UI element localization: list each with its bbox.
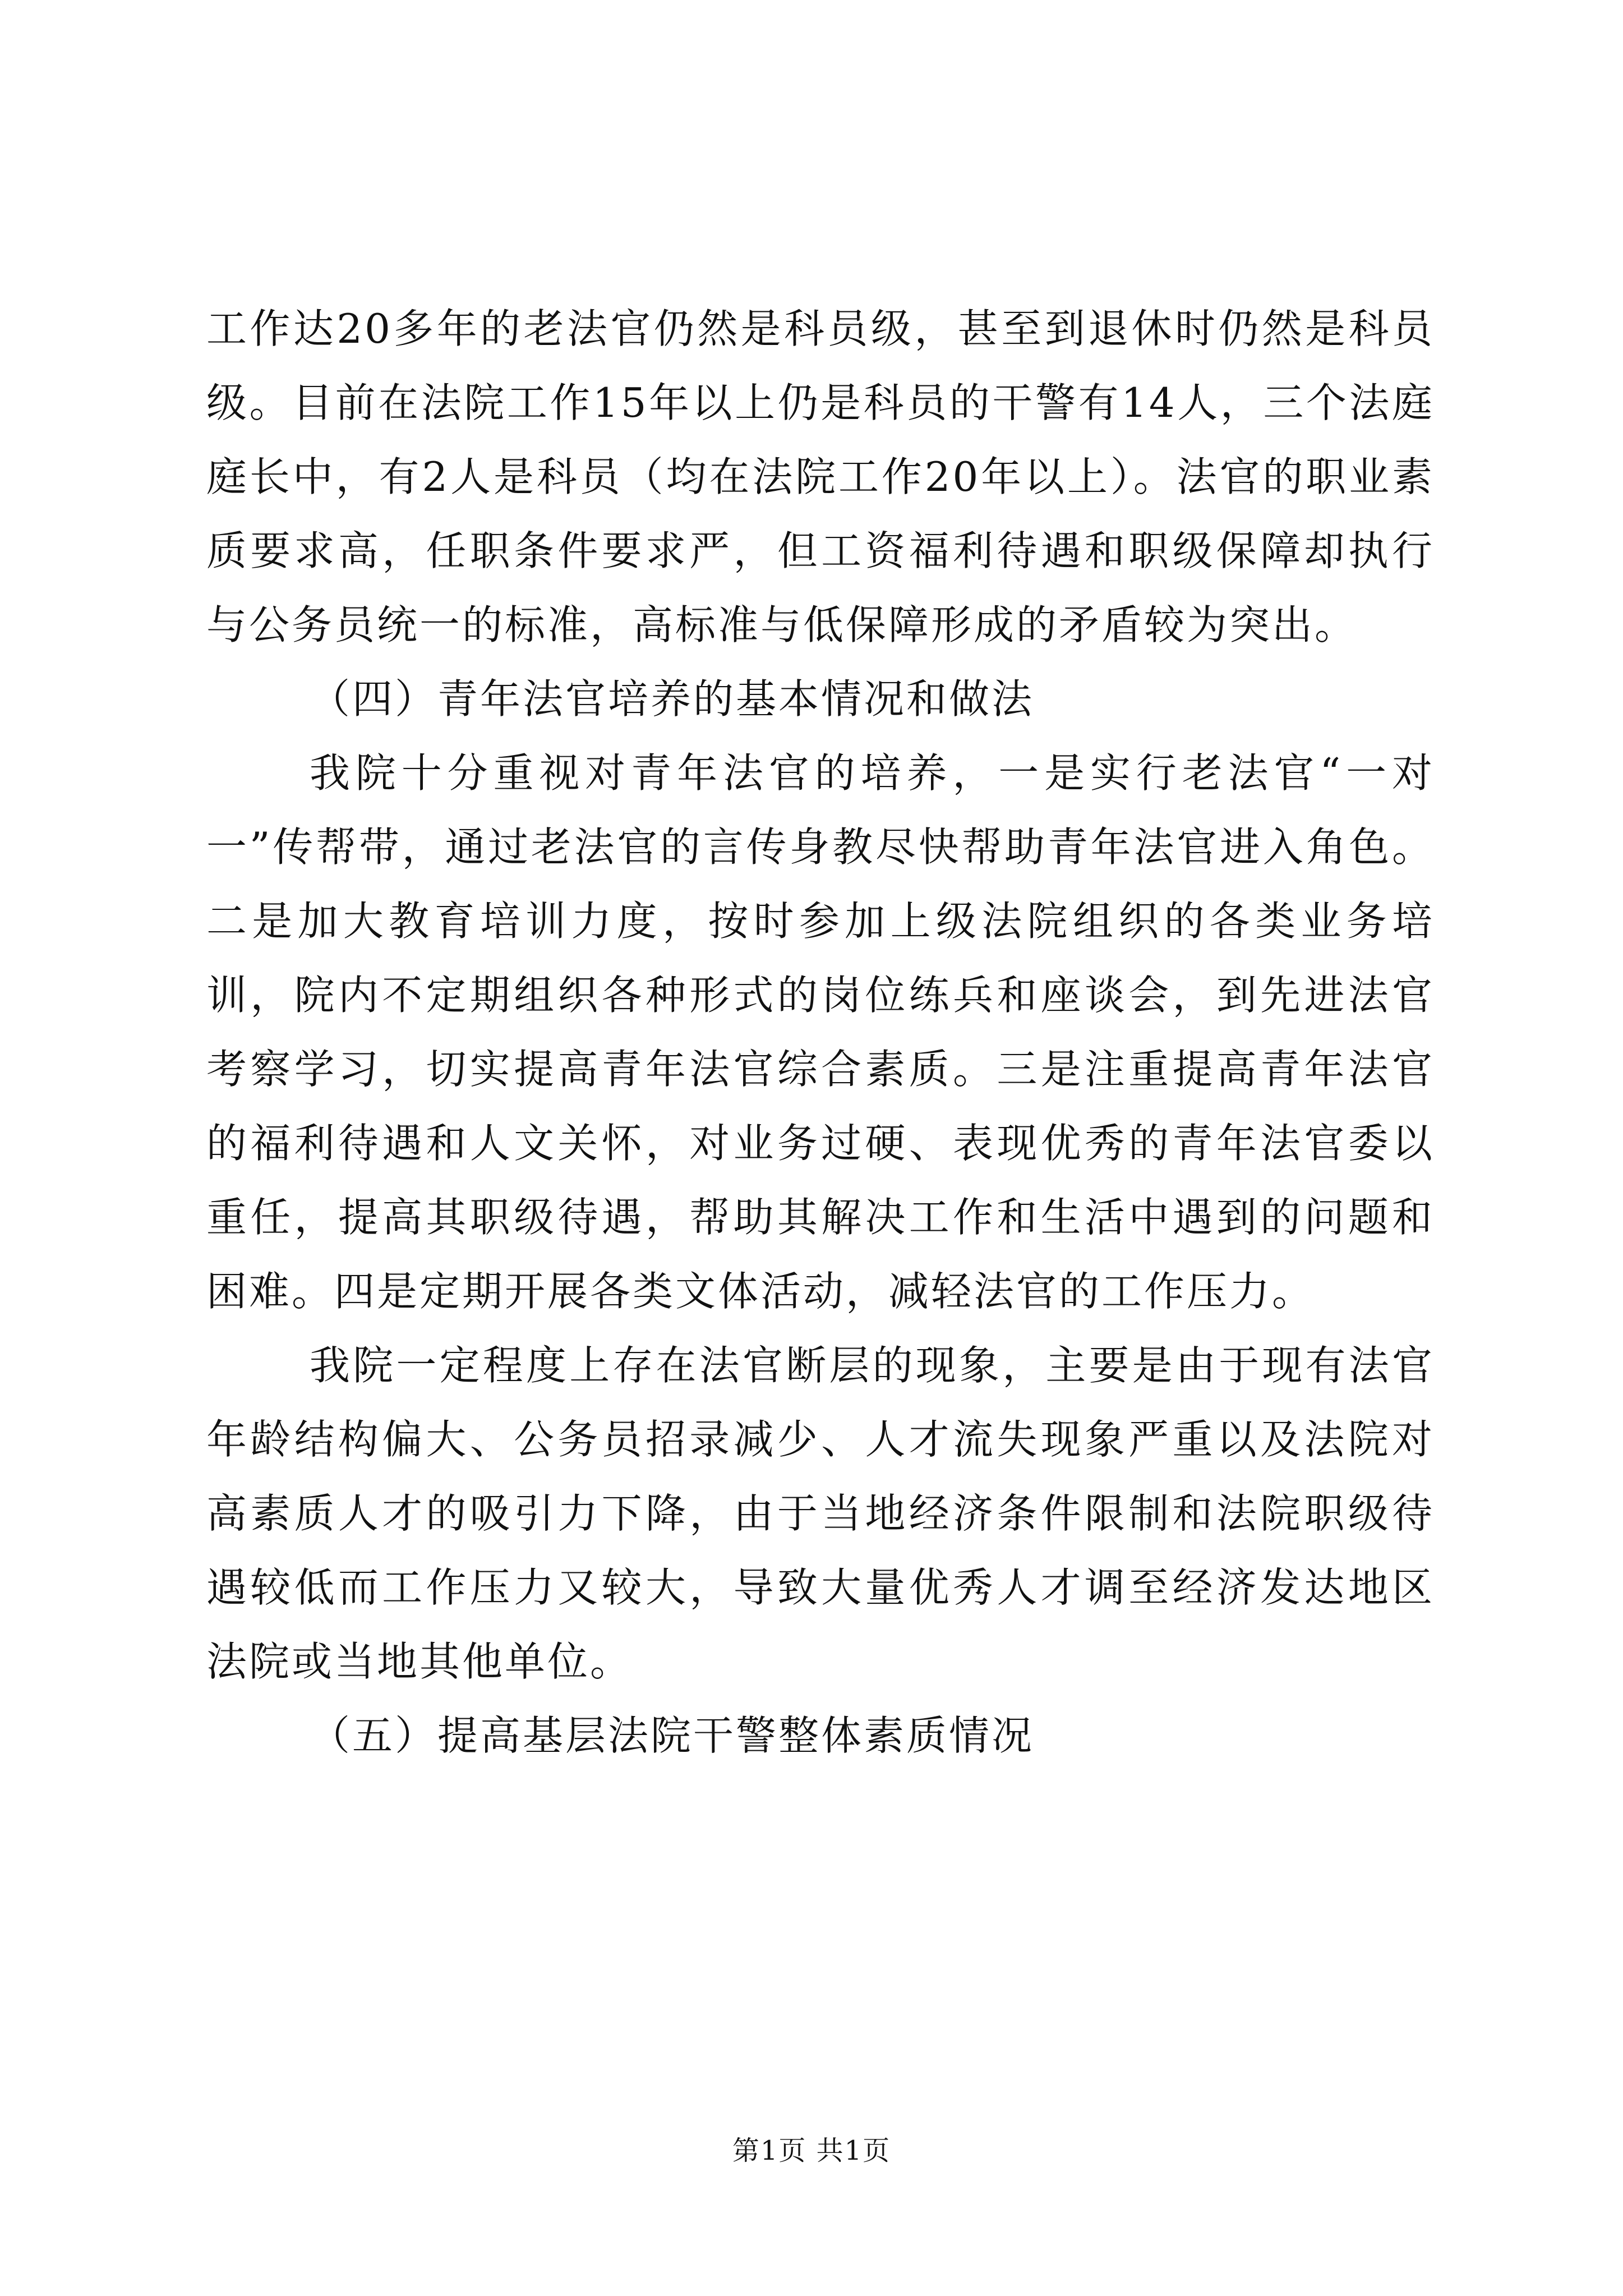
paragraph-2: 我院十分重视对青年法官的培养，一是实行老法官“一对一”传帮带，通过老法官的言传身教尽快帮助青年法官进入角色。二是加大教育培训力度，按时参加上级法院组织的各类业务培训，院内不定期组织各种形式的岗位练兵和座谈会，到先进法官考察学习，切实提高青年法官综合素质。三是注重提高青年法官的福利待遇和人文关怀，对业务过硬、表现优秀的青年法官委以重任，提高其职级待遇，帮助其解决工作和生活中遇到的问题和困难。四是定期开展各类文体活动，减轻法官的工作压力。 [206, 749, 1435, 1315]
paragraph-3: 我院一定程度上存在法官断层的现象，主要是由于现有法官年龄结构偏大、公务员招录减少、人才流失现象严重以及法院对高素质人才的吸引力下降，由于当地经济条件限制和法院职级待遇较低而工作压力又较大，导致大量优秀人才调至经济发达地区法院或当地其他单位。 [206, 1342, 1435, 1685]
document-body [206, 292, 1435, 1773]
section-heading-4: （四）青年法官培养的基本情况和做法 [310, 675, 1035, 723]
section-heading-5: （五）提高基层法院干警整体素质情况 [310, 1712, 1035, 1759]
page-footer: 第1页 共1页 [732, 2135, 891, 2166]
paragraph-1: 工作达20多年的老法官仍然是科员级，甚至到退休时仍然是科员级。目前在法院工作15年以上仍是科员的干警有14人，三个法庭庭长中，有2人是科员（均在法院工作20年以上）。法官的职业素质要求高，任职条件要求严，但工资福利待遇和职级保障却执行与公务员统一的标准，高标准与低保障形成的矛盾较为突出。 [206, 305, 1435, 648]
